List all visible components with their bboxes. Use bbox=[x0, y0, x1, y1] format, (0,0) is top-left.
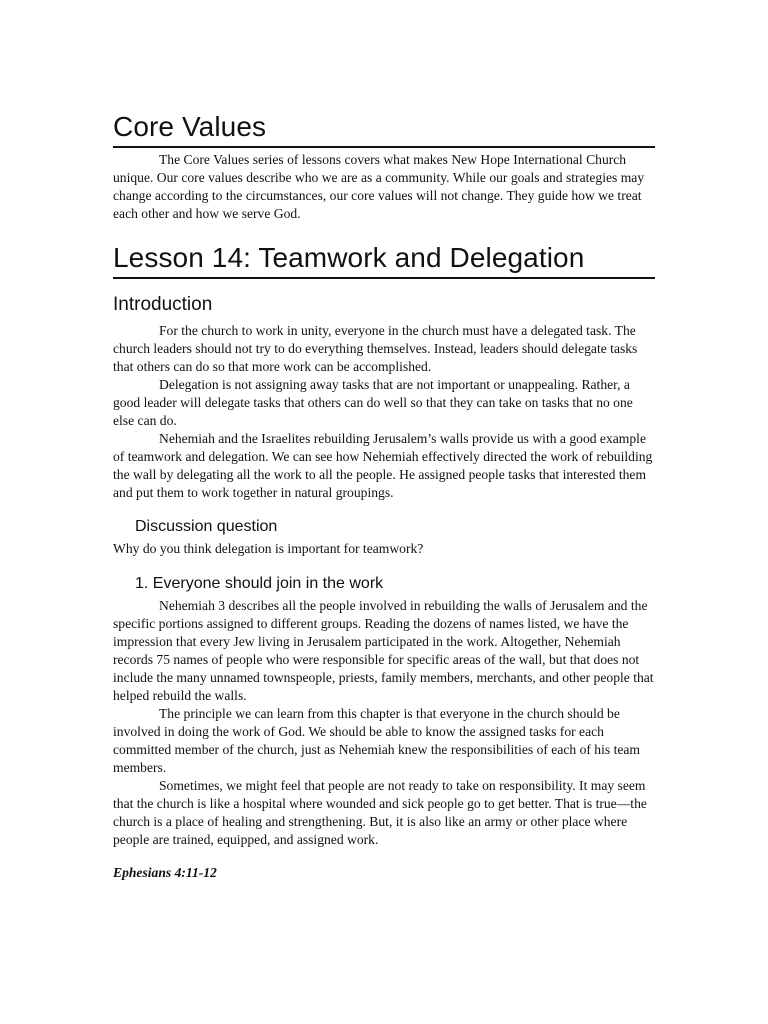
section-1-paragraph: Nehemiah 3 describes all the people involved in rebuilding the walls of Jerusalem and the specific portions assigned to different groups. Reading the dozens of names listed, we have the impression that every Jew living in Jerusalem participated in the work. Altogether, Nehemiah records 75 names of people who were responsible for specific areas of the wall, but that does not include the many unnamed townspeople, priests, family members, merchants, and other people that helped rebuild the walls. bbox=[113, 598, 654, 703]
document-page bbox=[113, 110, 655, 882]
section-1-heading: 1. Everyone should join in the work bbox=[135, 575, 384, 592]
introduction-paragraph: For the church to work in unity, everyone in the church must have a delegated task. The church leaders should not try to do everything themselves. Instead, leaders should delegate tasks that others can do so that more work can be accomplished. bbox=[113, 323, 638, 374]
discussion-heading: Discussion question bbox=[135, 518, 278, 535]
section-1-body bbox=[113, 597, 655, 849]
core-values-section bbox=[113, 151, 655, 223]
introduction-paragraph: Nehemiah and the Israelites rebuilding Jerusalem’s walls provide us with a good example of teamwork and delegation. We can see how Nehemiah effectively directed the work of rebuilding the wall by delegating all the work to all the people. He assigned people tasks that interested them and put them to work together in natural groupings. bbox=[113, 431, 653, 500]
core-values-paragraph: The Core Values series of lessons covers what makes New Hope International Church unique. Our core values describe who we are as a community. While our goals and strategies may change according to the circumstances, our core values will not change. They guide how we treat each other and how we serve God. bbox=[113, 152, 645, 221]
section-1-paragraph: The principle we can learn from this chapter is that everyone in the church should be involved in doing the work of God. We should be able to know the assigned tasks for each committed member of the church, just as Nehemiah knew the responsibilities of each of his team members. bbox=[113, 706, 640, 775]
lesson-title: Lesson 14: Teamwork and Delegation bbox=[113, 241, 655, 279]
introduction-paragraph: Delegation is not assigning away tasks that are not important or unappealing. Rather, a good leader will delegate tasks that others can do well so that they can take on tasks that no one else can do. bbox=[113, 377, 633, 428]
introduction-heading: Introduction bbox=[113, 294, 213, 315]
introduction-body bbox=[113, 322, 655, 502]
core-values-title: Core Values bbox=[113, 110, 655, 148]
scripture-reference: Ephesians 4:11-12 bbox=[113, 865, 217, 880]
section-1-paragraph: Sometimes, we might feel that people are not ready to take on responsibility. It may seem that the church is like a hospital where wounded and sick people go to get better. That is true—the church is a place of healing and strengthening. But, it is also like an army or other place where people are trained, equipped, and assigned work. bbox=[113, 778, 647, 847]
discussion-question: Why do you think delegation is important for teamwork? bbox=[113, 541, 424, 556]
